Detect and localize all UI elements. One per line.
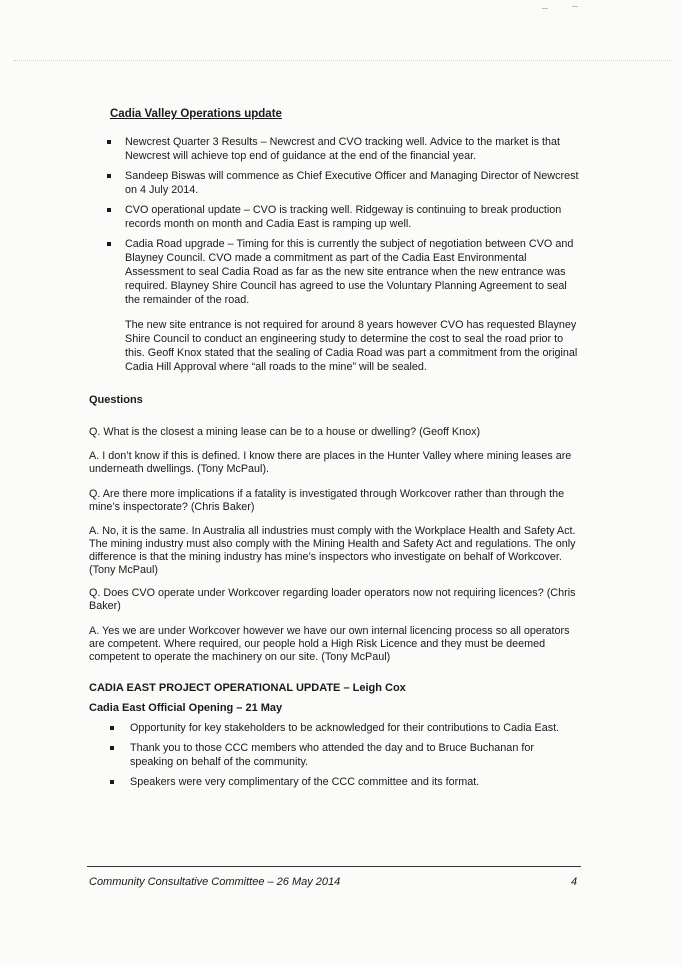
footer-title: Community Consultative Committee – 26 May 2014 [89,876,341,888]
list-item: CVO operational update – CVO is tracking well. Ridgeway is continuing to break production records month on month and Cadia East is ramping up well. [104,203,584,231]
question-paragraph: Q. Are there more implications if a fatality is investigated through Workcover rather than through the mine’s inspectorate? (Chris Baker) [89,488,565,513]
official-opening-list [109,721,579,795]
list-item: Cadia Road upgrade – Timing for this is currently the subject of negotiation between CVO and Blayney Council. CVO made a commitment as part of the Cadia East Environmental Assessment to seal Cadia Road as far as the new site entrance when the new entrance was required. Blayney Shire Council has agreed to use the Voluntary Planning Agreement to seal the remainder of the road. [104,237,584,307]
list-item: Thank you to those CCC members who attended the day and to Bruce Buchanan for speaking on behalf of the community. [109,741,579,769]
answer-paragraph: A. No, it is the same. In Australia all industries must comply with the Workplace Health and Safety Act. The mining industry must also comply with the Mining Health and Safety Act and regulations. The only difference is that the mining industry has mine’s inspectors who investigate on behalf of Workcover. (Tony McPaul) [89,525,576,576]
answer-paragraph: A. Yes we are under Workcover however we have our own internal licencing process so all operators are competent. Where required, our people hold a High Risk Licence and they must be deemed competent to operate the machinery on our site. (Tony McPaul) [89,625,570,663]
scan-artifact-line [14,60,672,61]
cadia-road-paragraph: The new site entrance is not required for around 8 years however CVO has requested Blayney Shire Council to conduct an engineering study to determine the cost to seal the road prior to this. Geoff Knox stated that the sealing of Cadia Road was part a commitment from the original Cadia Hill Approval where “all roads to the mine” will be sealed. [125,319,578,373]
section-title: Cadia Valley Operations update [110,108,282,120]
official-opening-subheading: Cadia East Official Opening – 21 May [89,702,283,714]
cadia-east-heading: CADIA EAST PROJECT OPERATIONAL UPDATE – Leigh Cox [89,682,406,694]
page-number: 4 [571,876,578,888]
question-paragraph: Q. What is the closest a mining lease can be to a house or dwelling? (Geoff Knox) [89,426,481,438]
question-paragraph: Q. Does CVO operate under Workcover regarding loader operators now not requiring licences? (Chris Baker) [89,587,576,612]
list-item: Sandeep Biswas will commence as Chief Executive Officer and Managing Director of Newcrest on 4 July 2014. [104,169,584,197]
answer-paragraph: A. I don’t know if this is defined. I know there are places in the Hunter Valley where mining leases are underneath dwellings. (Tony McPaul). [89,450,572,475]
list-item: Opportunity for key stakeholders to be acknowledged for their contributions to Cadia East. [109,721,579,735]
scan-mark [542,8,548,9]
cvo-update-list [104,135,584,313]
scan-mark [572,6,578,7]
list-item: Speakers were very complimentary of the CCC committee and its format. [109,775,579,789]
questions-heading: Questions [89,394,143,406]
footer-divider [87,866,581,867]
list-item: Newcrest Quarter 3 Results – Newcrest and CVO tracking well. Advice to the market is that Newcrest will achieve top end of guidance at the end of the financial year. [104,135,584,163]
